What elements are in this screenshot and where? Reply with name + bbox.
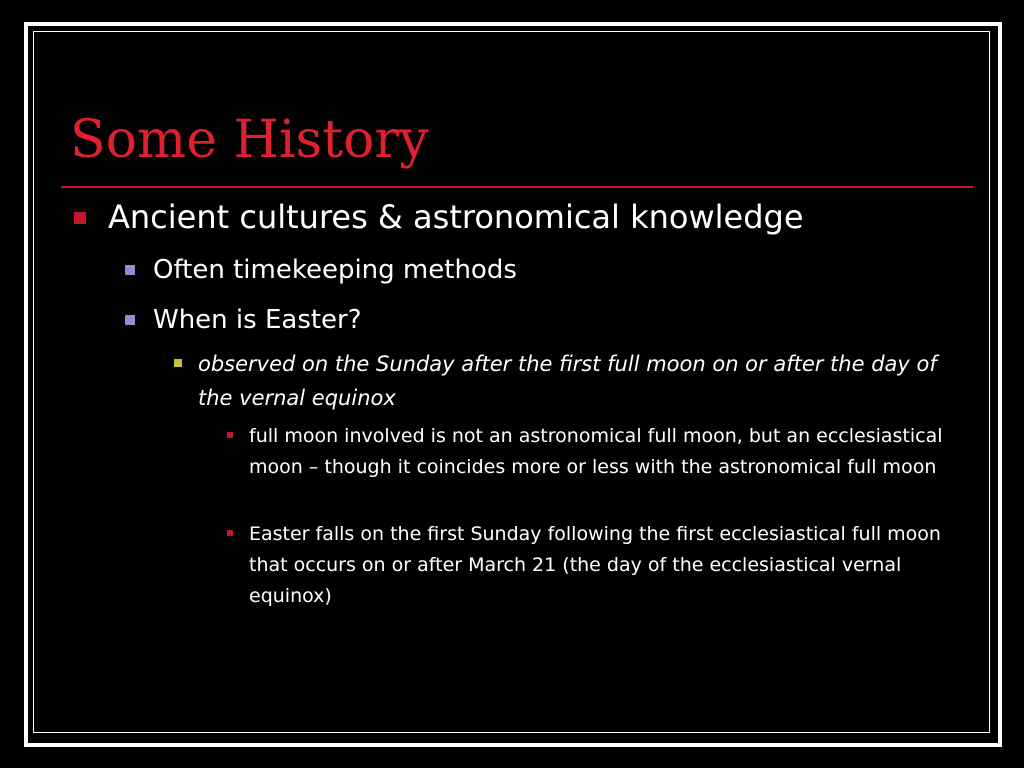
slide-title: Some History: [70, 110, 429, 170]
bullet-text: Ancient cultures & astronomical knowledge: [108, 198, 804, 236]
bullet-item: [249, 421, 969, 483]
bullet-text: observed on the Sunday after the first full moon on or after the day of the vernal equinox: [198, 352, 937, 410]
bullet-item: [249, 519, 969, 612]
bullet-text: full moon involved is not an astronomical full moon, but an ecclesiastical moon – though it coincides more or less with the astronomical full moon: [249, 425, 943, 478]
bullet-text: Often timekeeping methods: [153, 255, 517, 285]
square-bullet-icon: [125, 265, 135, 275]
bullet-item: [198, 347, 948, 415]
square-bullet-icon: [74, 212, 86, 224]
bullet-item: [108, 197, 804, 237]
bullet-item: [153, 252, 517, 288]
bullet-text: Easter falls on the first Sunday following the first ecclesiastical full moon that occurs on or after March 21 (the day of the ecclesiastical vernal equinox): [249, 523, 941, 607]
square-bullet-icon: [125, 315, 135, 325]
square-bullet-icon: [227, 530, 233, 536]
bullet-text: When is Easter?: [153, 305, 362, 335]
square-bullet-icon: [174, 359, 182, 367]
square-bullet-icon: [227, 432, 233, 438]
bullet-item: [153, 302, 362, 338]
